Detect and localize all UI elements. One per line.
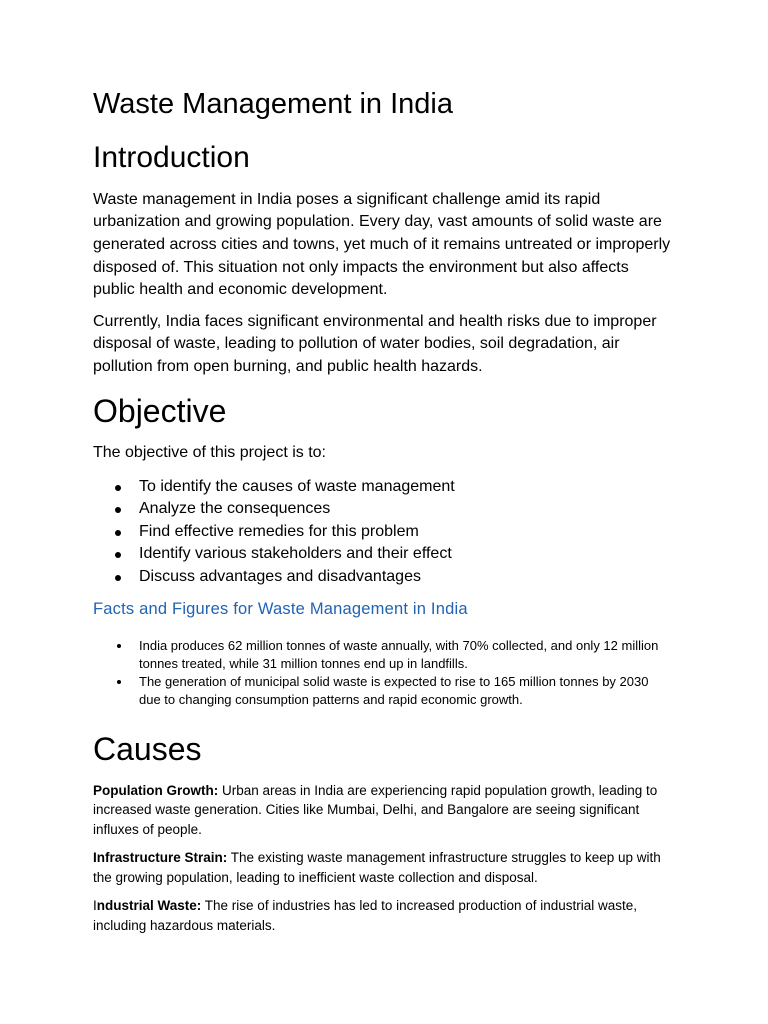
introduction-section bbox=[93, 141, 673, 378]
cause-text: Urban areas in India are experiencing rapid population growth, leading to increased waste generation. Cities like Mumbai, Delhi, and Bangalore are seeing significant influxes of people. bbox=[93, 782, 658, 837]
bullet-icon bbox=[115, 530, 121, 536]
document-title: Waste Management in India bbox=[93, 88, 454, 120]
introduction-paragraph-2: Currently, India faces significant environmental and health risks due to improper disposal of waste, leading to pollution of water bodies, soil degradation, air pollution from open burning, and public health hazards. bbox=[93, 312, 657, 375]
cause-text: The existing waste management infrastructure struggles to keep up with the growing population, leading to inefficient waste collection and disposal. bbox=[93, 850, 661, 885]
list-item bbox=[93, 673, 673, 709]
bullet-icon bbox=[115, 552, 121, 558]
bullet-icon bbox=[115, 485, 121, 491]
list-item bbox=[93, 637, 673, 673]
objective-item-text: Discuss advantages and disadvantages bbox=[139, 567, 421, 585]
facts-section bbox=[93, 600, 673, 709]
objective-item-text: Find effective remedies for this problem bbox=[139, 522, 419, 540]
list-item bbox=[93, 498, 673, 520]
cause-industrial-waste bbox=[93, 896, 673, 935]
facts-list bbox=[93, 637, 673, 709]
facts-item-text: The generation of municipal solid waste is expected to rise to 165 million tonnes by 2030 due to changing consumption patterns and rapid economic growth. bbox=[139, 674, 649, 708]
objective-list bbox=[93, 476, 673, 588]
objective-section bbox=[93, 393, 673, 588]
objective-heading: Objective bbox=[93, 392, 227, 429]
objective-lead: The objective of this project is to: bbox=[93, 444, 326, 462]
bullet-icon bbox=[117, 680, 121, 684]
document-content bbox=[93, 88, 673, 944]
bullet-icon bbox=[115, 507, 121, 513]
cause-text: The rise of industries has led to increased production of industrial waste, including hazardous materials. bbox=[93, 898, 638, 933]
introduction-heading: Introduction bbox=[93, 141, 250, 175]
objective-item-text: Analyze the consequences bbox=[139, 500, 331, 518]
list-item bbox=[93, 543, 673, 565]
cause-infrastructure-strain bbox=[93, 848, 673, 887]
facts-item-text: India produces 62 million tonnes of waste annually, with 70% collected, and only 12 million tonnes treated, while 31 million tonnes end up in landfills. bbox=[139, 638, 659, 672]
causes-heading: Causes bbox=[93, 731, 202, 768]
introduction-paragraph-1: Waste management in India poses a significant challenge amid its rapid urbanization and growing population. Every day, vast amounts of solid waste are generated across cities and towns, yet much of it remains untreated or improperly disposed of. This situation not only impacts the environment but also affects public health and economic development. bbox=[93, 190, 671, 299]
bullet-icon bbox=[117, 644, 121, 648]
list-item bbox=[93, 521, 673, 543]
bullet-icon bbox=[115, 575, 121, 581]
objective-item-text: To identify the causes of waste management bbox=[139, 477, 455, 495]
list-item bbox=[93, 476, 673, 498]
cause-term: ndustrial Waste: bbox=[96, 898, 202, 914]
cause-term: Population Growth: bbox=[93, 782, 219, 798]
facts-heading: Facts and Figures for Waste Management in India bbox=[93, 600, 468, 619]
cause-term: Infrastructure Strain: bbox=[93, 850, 228, 866]
cause-term-prefix: I bbox=[93, 898, 97, 914]
causes-section bbox=[93, 731, 673, 935]
objective-item-text: Identify various stakeholders and their effect bbox=[139, 545, 452, 563]
list-item bbox=[93, 566, 673, 588]
cause-population-growth bbox=[93, 781, 673, 840]
